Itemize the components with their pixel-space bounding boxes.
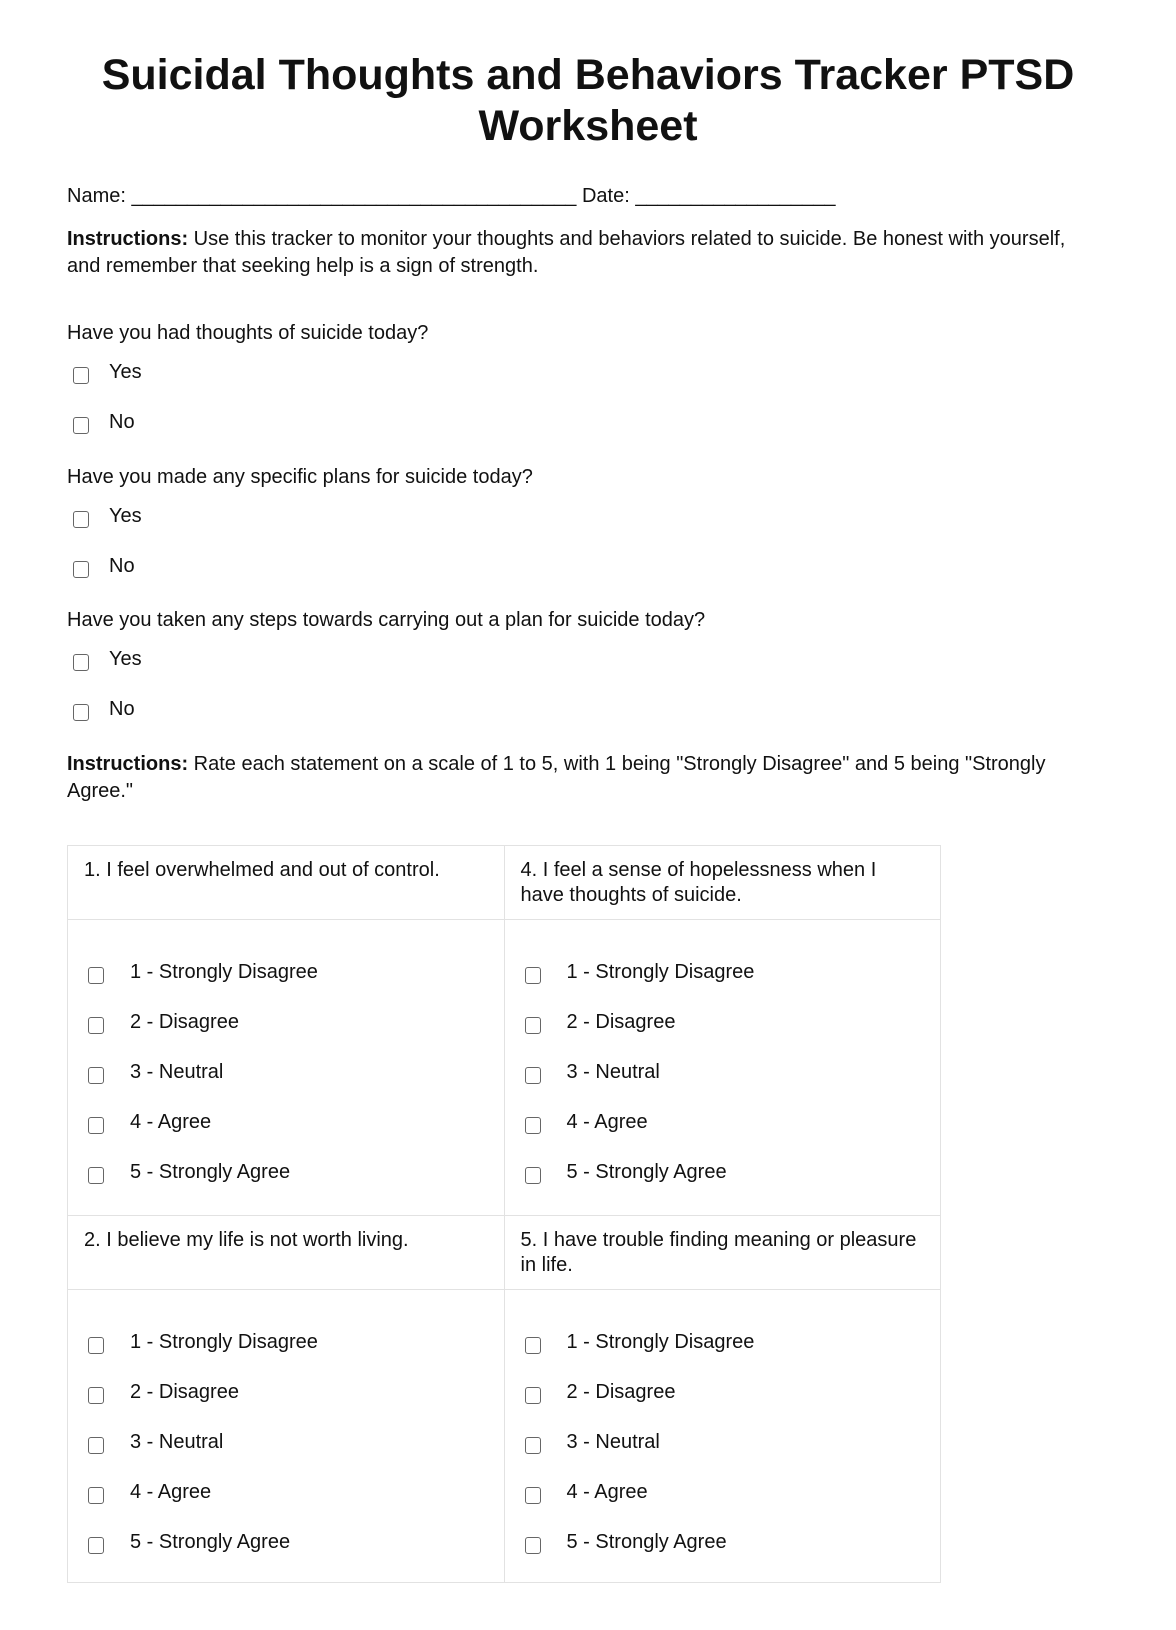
instructions-1	[67, 226, 1086, 280]
option-label: 3 - Neutral	[566, 1431, 660, 1453]
instructions-label: Instructions:	[67, 228, 189, 250]
option-label: 2 - Disagree	[566, 1011, 676, 1033]
checkbox[interactable]	[88, 1017, 104, 1034]
checkbox[interactable]	[73, 511, 89, 528]
date-field[interactable]: __________________	[635, 185, 836, 207]
option-label: 4 - Agree	[130, 1111, 212, 1133]
rating-options	[68, 920, 505, 1216]
name-date-line	[67, 183, 1086, 210]
option-label: Yes	[109, 361, 142, 383]
statement-cell: 5. I have trouble finding meaning or pleasure in life.	[504, 1216, 941, 1290]
option-label: 2 - Disagree	[130, 1381, 239, 1403]
option-label: 4 - Agree	[566, 1111, 648, 1133]
instructions-2	[67, 751, 1086, 805]
rating-options	[68, 1290, 505, 1583]
checkbox[interactable]	[88, 1437, 104, 1454]
checkbox[interactable]	[73, 417, 89, 434]
checkbox[interactable]	[88, 1117, 104, 1134]
checkbox[interactable]	[525, 1537, 541, 1554]
checkbox[interactable]	[73, 561, 89, 578]
option-label: 5 - Strongly Agree	[566, 1531, 727, 1553]
option-label: 3 - Neutral	[130, 1431, 224, 1453]
checkbox[interactable]	[73, 704, 89, 721]
date-label: Date:	[581, 185, 630, 207]
checkbox[interactable]	[525, 1437, 541, 1454]
instructions-text: Rate each statement on a scale of 1 to 5, with 1 being "Strongly Disagree" and 5 being "Strongly Agree."	[67, 753, 1046, 802]
option-label: 5 - Strongly Agree	[130, 1531, 291, 1553]
checkbox[interactable]	[73, 654, 89, 671]
option-label: Yes	[109, 648, 142, 670]
option-label: 4 - Agree	[130, 1481, 212, 1503]
option-label: No	[109, 411, 135, 433]
option-label: No	[109, 698, 135, 720]
option-label: 2 - Disagree	[130, 1011, 239, 1033]
checkbox[interactable]	[525, 1337, 541, 1354]
name-label: Name:	[67, 185, 126, 207]
option-label: Yes	[109, 505, 142, 527]
option-label: 1 - Strongly Disagree	[130, 1331, 318, 1353]
checkbox[interactable]	[88, 1537, 104, 1554]
option-label: 5 - Strongly Agree	[130, 1161, 291, 1183]
instructions-text: Use this tracker to monitor your thoughts and behaviors related to suicide. Be honest with yourself, and remember that seeking help is a sign of strength.	[67, 228, 1066, 277]
checkbox[interactable]	[525, 1117, 541, 1134]
option-label: No	[109, 555, 135, 577]
checkbox[interactable]	[73, 367, 89, 384]
rating-options	[504, 1290, 941, 1583]
checkbox[interactable]	[88, 1167, 104, 1184]
checkbox[interactable]	[525, 1167, 541, 1184]
statement-cell: 4. I feel a sense of hopelessness when I have thoughts of suicide.	[504, 846, 941, 920]
page-title: Suicidal Thoughts and Behaviors Tracker PTSD Worksheet	[101, 51, 1075, 150]
rating-table	[67, 845, 941, 1583]
option-label: 1 - Strongly Disagree	[130, 961, 318, 983]
checkbox[interactable]	[88, 1067, 104, 1084]
checkbox[interactable]	[88, 1487, 104, 1504]
checkbox[interactable]	[525, 1487, 541, 1504]
checkbox[interactable]	[88, 967, 104, 984]
option-label: 2 - Disagree	[566, 1381, 676, 1403]
option-label: 1 - Strongly Disagree	[566, 961, 755, 983]
statement-cell: 1. I feel overwhelmed and out of control.	[68, 846, 505, 920]
name-field[interactable]: ________________________________________	[131, 185, 577, 207]
checkbox[interactable]	[525, 1067, 541, 1084]
question: Have you taken any steps towards carrying out a plan for suicide today?	[67, 609, 706, 631]
rating-options	[504, 920, 941, 1216]
checkbox[interactable]	[88, 1387, 104, 1404]
option-label: 3 - Neutral	[566, 1061, 660, 1083]
question: Have you made any specific plans for suicide today?	[67, 466, 533, 488]
checkbox[interactable]	[525, 1017, 541, 1034]
option-label: 4 - Agree	[566, 1481, 648, 1503]
instructions-label: Instructions:	[67, 753, 189, 775]
question: Have you had thoughts of suicide today?	[67, 322, 429, 344]
option-label: 5 - Strongly Agree	[566, 1161, 727, 1183]
option-label: 3 - Neutral	[130, 1061, 224, 1083]
statement-cell: 2. I believe my life is not worth living.	[68, 1216, 505, 1290]
checkbox[interactable]	[525, 1387, 541, 1404]
option-label: 1 - Strongly Disagree	[566, 1331, 755, 1353]
checkbox[interactable]	[88, 1337, 104, 1354]
checkbox[interactable]	[525, 967, 541, 984]
